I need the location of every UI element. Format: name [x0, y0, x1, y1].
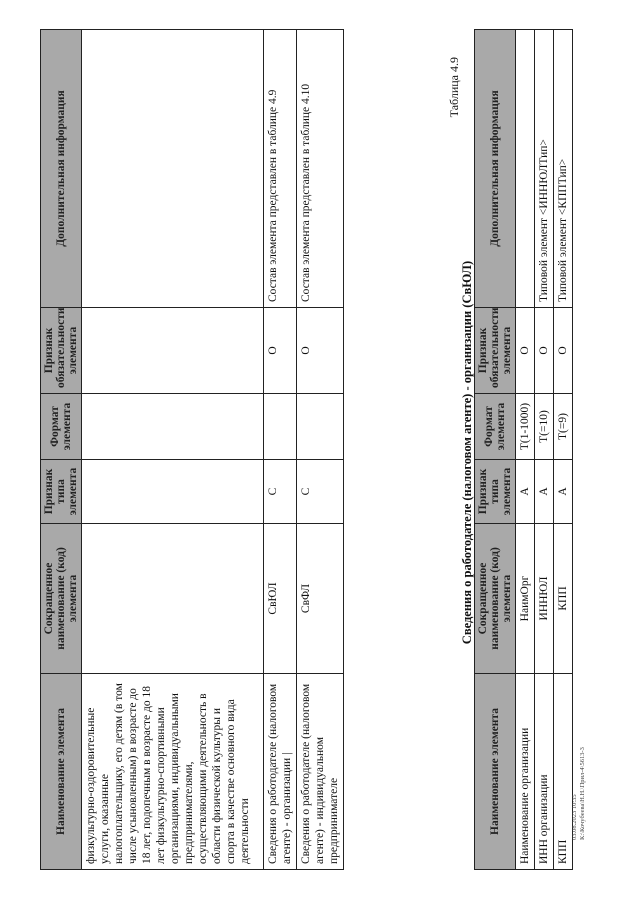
elements-table-continued [40, 29, 344, 870]
cell-format [82, 394, 264, 460]
cell-type: С [297, 460, 344, 524]
cell-format: T(1-1000) [516, 394, 535, 460]
header-short: Сокращенное наименование (код) элемента [41, 524, 82, 674]
header-name: Наименование элемента [41, 674, 82, 870]
cell-type: А [554, 460, 573, 524]
header-required: Признак обязательности элемента [475, 308, 516, 394]
cell-name: ИНН организации [535, 674, 554, 870]
cell-required: О [554, 308, 573, 394]
cell-format: T(=9) [554, 394, 573, 460]
cell-info: Состав элемента представлен в таблице 4.9 [264, 30, 297, 308]
table-row [516, 30, 535, 870]
cell-info [516, 30, 535, 308]
footer-path: К:\Кочубеева\Н.Н.\Прил-4\5613-3 [579, 747, 586, 840]
cell-short: СвЮЛ [264, 524, 297, 674]
file-footer [571, 747, 587, 840]
header-info: Дополнительная информация [41, 30, 82, 308]
cell-info: Типовой элемент <КППТип> [554, 30, 573, 308]
table-title: Сведения о работодателе (налоговом агенте) - организации (СвЮЛ) [460, 260, 474, 645]
table-row [82, 30, 264, 870]
table-header-row [475, 30, 516, 870]
header-type: Признак типа элемента [41, 460, 82, 524]
cell-short: НаимОрг [516, 524, 535, 674]
table-row [264, 30, 297, 870]
header-name: Наименование элемента [475, 674, 516, 870]
cell-info: Состав элемента представлен в таблице 4.10 [297, 30, 344, 308]
cell-type: А [516, 460, 535, 524]
cell-required [82, 308, 264, 394]
cell-short: ИННЮЛ [535, 524, 554, 674]
cell-required: О [297, 308, 344, 394]
cell-short: СвФЛ [297, 524, 344, 674]
cell-format [297, 394, 344, 460]
cell-name: Сведения о работодателе (налоговом агенте) - организации | [264, 674, 297, 870]
table-row [535, 30, 554, 870]
cell-type [82, 460, 264, 524]
cell-format [264, 394, 297, 460]
cell-short [82, 524, 264, 674]
table-row [554, 30, 573, 870]
cell-format: T(=10) [535, 394, 554, 460]
cell-info: Типовой элемент <ИННЮЛТип> [535, 30, 554, 308]
header-info: Дополнительная информация [475, 30, 516, 308]
cell-short: КПП [554, 524, 573, 674]
table-row [297, 30, 344, 870]
cell-required: О [535, 308, 554, 394]
table-header-row [41, 30, 82, 870]
cell-name: физкультурно-оздоровительные услуги, оказанные налогоплательщику, его детям (в том числе усыновленным) в возрасте до 18 лет, подопечным в возрасте до 18 лет физкультурно-спортивными организациями, индивидуальными предпринимателями, осуществляющими деятельность в области физической культуры и спорта в качестве основного вида деятельности [82, 674, 264, 870]
cell-name: КПП [554, 674, 573, 870]
cell-type: А [535, 460, 554, 524]
cell-name: Наименование организации [516, 674, 535, 870]
header-format: Формат элемента [41, 394, 82, 460]
footer-timestamp: 03.08.2023 10:35 [571, 794, 578, 840]
table-label: Таблица 4.9 [447, 57, 461, 118]
cell-info [82, 30, 264, 308]
header-required: Признак обязательности элемента [41, 308, 82, 394]
header-format: Формат элемента [475, 394, 516, 460]
cell-name: Сведения о работодателе (налоговом агенте) - индивидуальном предпринимателе [297, 674, 344, 870]
header-short: Сокращенное наименование (код) элемента [475, 524, 516, 674]
cell-type: С [264, 460, 297, 524]
header-type: Признак типа элемента [475, 460, 516, 524]
employer-organization-table [474, 29, 573, 870]
cell-required: О [516, 308, 535, 394]
cell-required: О [264, 308, 297, 394]
